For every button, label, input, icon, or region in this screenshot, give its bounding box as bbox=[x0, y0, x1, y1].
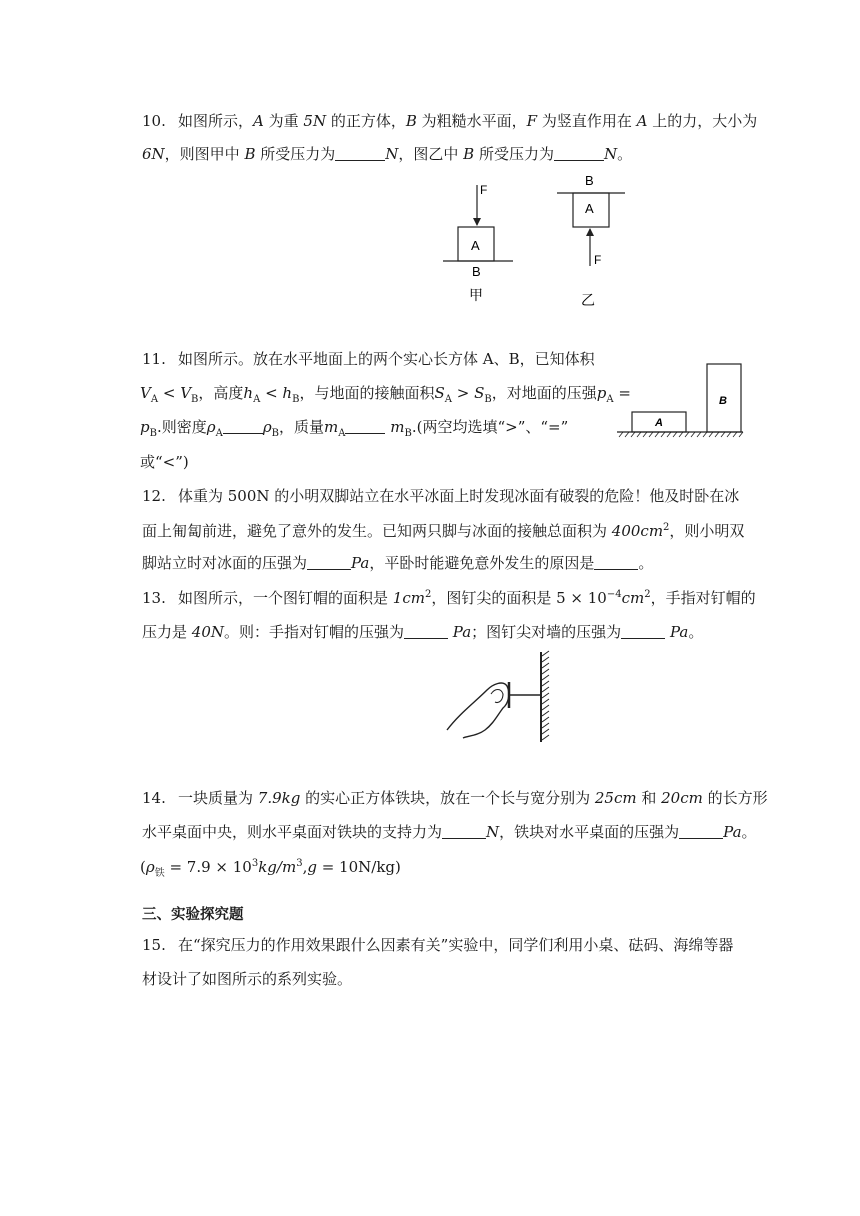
q14-number: 14. bbox=[142, 789, 166, 807]
text: 的实心正方体铁块，放在一个长与宽分别为 bbox=[300, 789, 595, 807]
section-heading: 三、实验探究题 bbox=[142, 907, 244, 923]
var: S bbox=[434, 384, 445, 402]
q13-number: 13. bbox=[142, 589, 166, 607]
q11-line-3 bbox=[140, 417, 568, 437]
answer-blank[interactable] bbox=[442, 824, 486, 839]
force-label: F bbox=[480, 183, 488, 197]
text: 如图所示， bbox=[178, 112, 254, 130]
q12-line-3 bbox=[142, 553, 653, 573]
q15-line-2 bbox=[142, 969, 352, 989]
text: 为重 bbox=[263, 112, 304, 130]
var: B bbox=[405, 112, 417, 130]
var: h bbox=[282, 384, 293, 402]
text: > bbox=[451, 384, 475, 402]
text: ，则小明双 bbox=[669, 522, 745, 540]
text: 和 bbox=[636, 789, 662, 807]
text: 。 bbox=[617, 145, 633, 163]
var: kg/m bbox=[258, 858, 297, 876]
sub: A bbox=[150, 394, 159, 405]
sub: B bbox=[292, 394, 300, 405]
text: 一块质量为 bbox=[178, 789, 258, 807]
var: 25cm bbox=[594, 789, 637, 807]
answer-blank[interactable] bbox=[594, 555, 638, 570]
var: V bbox=[140, 384, 151, 402]
wall-hatching bbox=[542, 651, 549, 740]
var: 20cm bbox=[661, 789, 703, 807]
text: ，图钉尖的面积是 bbox=[431, 589, 557, 607]
text: 面上匍匐前进，避免了意外的发生。已知两只脚与冰面的接触总面积为 bbox=[142, 522, 612, 540]
sup: 3 bbox=[251, 858, 259, 869]
answer-blank[interactable] bbox=[223, 419, 263, 434]
q11-line-2 bbox=[140, 383, 631, 403]
text: ，图乙中 bbox=[398, 145, 464, 163]
var: 7.9kg bbox=[257, 789, 301, 807]
text: 为粗糙水平面， bbox=[416, 112, 527, 130]
q11-figure bbox=[615, 360, 745, 438]
var: g bbox=[307, 858, 317, 876]
var: Pa bbox=[448, 623, 472, 641]
block-b-label: B bbox=[719, 395, 727, 407]
var: Pa bbox=[723, 823, 742, 841]
sub: A bbox=[338, 428, 346, 439]
sub: 铁 bbox=[154, 868, 165, 879]
q10-line-2 bbox=[142, 144, 632, 164]
fingernail bbox=[491, 690, 503, 703]
answer-blank[interactable] bbox=[307, 555, 351, 570]
text: .(两空均选填“>”、“=” bbox=[411, 418, 569, 436]
q10-figure bbox=[435, 172, 645, 312]
answer-blank[interactable] bbox=[335, 146, 385, 161]
sub: B bbox=[149, 428, 157, 439]
q12-line-1 bbox=[142, 486, 739, 506]
var: V bbox=[180, 384, 192, 402]
var: cm bbox=[621, 589, 645, 607]
text: 上的力，大小为 bbox=[647, 112, 758, 130]
text: ，手指对钉帽的 bbox=[650, 589, 756, 607]
sub: B bbox=[484, 394, 492, 405]
text: 脚站立时对冰面的压强为 bbox=[142, 554, 308, 572]
arrow-head bbox=[473, 218, 481, 226]
text: 。 bbox=[688, 623, 704, 641]
text: .则密度 bbox=[156, 418, 207, 436]
text: = bbox=[613, 384, 631, 402]
sub: A bbox=[444, 394, 452, 405]
q15-line-1 bbox=[142, 935, 733, 955]
block-a-label: A bbox=[655, 417, 663, 429]
q15-number: 15. bbox=[142, 936, 166, 954]
text: 。则：手指对钉帽的压强为 bbox=[224, 623, 405, 641]
var: p bbox=[140, 418, 150, 436]
var: Pa bbox=[351, 554, 370, 572]
answer-blank[interactable] bbox=[404, 624, 448, 639]
text: 所受压力为 bbox=[255, 145, 336, 163]
var: m bbox=[390, 418, 405, 436]
text: = 7.9 × 10 bbox=[164, 858, 252, 876]
figure-caption-jia: 甲 bbox=[469, 287, 483, 303]
answer-blank[interactable] bbox=[621, 624, 665, 639]
q11-line-1 bbox=[142, 349, 595, 369]
answer-blank[interactable] bbox=[345, 419, 385, 434]
text: ，对地面的压强 bbox=[491, 384, 597, 402]
text: ，高度 bbox=[198, 384, 244, 402]
answer-blank[interactable] bbox=[679, 824, 723, 839]
force-label: F bbox=[594, 253, 602, 267]
text: < bbox=[260, 384, 283, 402]
sub: B bbox=[404, 428, 412, 439]
text: 为竖直作用在 bbox=[537, 112, 637, 130]
var: A bbox=[253, 112, 264, 130]
q13-line-1 bbox=[142, 588, 756, 608]
text: 。 bbox=[741, 823, 757, 841]
sup: −4 bbox=[606, 589, 622, 600]
var: ρ bbox=[206, 418, 216, 436]
finger bbox=[447, 683, 509, 738]
text: 5 × 10 bbox=[556, 589, 607, 607]
text: < bbox=[158, 384, 181, 402]
var: 5N bbox=[303, 112, 327, 130]
q11-number: 11. bbox=[142, 350, 166, 368]
var: F bbox=[526, 112, 538, 130]
text: 的长方形 bbox=[702, 789, 768, 807]
text: ( bbox=[140, 858, 146, 876]
text: ，与地面的接触面积 bbox=[299, 384, 435, 402]
text: 在“探究压力的作用效果跟什么因素有关”实验中，同学们利用小桌、砝码、海绵等器 bbox=[178, 936, 734, 954]
block-a-label: A bbox=[471, 238, 480, 253]
sub: A bbox=[253, 394, 261, 405]
var: A bbox=[636, 112, 648, 130]
ceiling-b-label: B bbox=[585, 173, 594, 188]
var: S bbox=[474, 384, 485, 402]
sub: A bbox=[215, 428, 223, 439]
var: N bbox=[385, 145, 399, 163]
q13-line-2 bbox=[142, 622, 703, 642]
var: B bbox=[244, 145, 256, 163]
text: 或“<”) bbox=[140, 453, 189, 471]
sup: 2 bbox=[424, 589, 432, 600]
q12-line-2 bbox=[142, 521, 744, 541]
var: ρ bbox=[262, 418, 272, 436]
text: ，平卧时能避免意外发生的原因是 bbox=[369, 554, 595, 572]
text: 所受压力为 bbox=[474, 145, 554, 163]
var: N bbox=[603, 145, 618, 163]
text: 体重为 500N 的小明双脚站立在水平冰面上时发现冰面有破裂的危险！他及时卧在冰 bbox=[178, 487, 740, 505]
ground-hatching bbox=[619, 432, 743, 437]
block-a-label: A bbox=[585, 201, 594, 216]
var: 40N bbox=[191, 623, 224, 641]
var: Pa bbox=[665, 623, 689, 641]
text: 压力是 bbox=[142, 623, 192, 641]
sup: 3 bbox=[296, 858, 303, 869]
sub: B bbox=[271, 428, 279, 439]
q13-figure-thumbtack bbox=[445, 650, 555, 745]
answer-blank[interactable] bbox=[554, 146, 604, 161]
var: 6N bbox=[142, 145, 165, 163]
sub: B bbox=[191, 394, 199, 405]
arrow-head bbox=[586, 228, 594, 236]
text: = 10N/kg) bbox=[316, 858, 401, 876]
var: h bbox=[243, 384, 254, 402]
q14-line-2 bbox=[142, 822, 757, 842]
var: B bbox=[463, 145, 475, 163]
var: 1cm bbox=[392, 589, 425, 607]
q11-line-4 bbox=[140, 452, 189, 472]
var: m bbox=[324, 418, 339, 436]
text: 。 bbox=[638, 554, 654, 572]
q10-number: 10. bbox=[142, 112, 166, 130]
text: ，铁块对水平桌面的压强为 bbox=[499, 823, 680, 841]
text: 水平桌面中央，则水平桌面对铁块的支持力为 bbox=[142, 823, 443, 841]
sup: 2 bbox=[663, 522, 670, 533]
text: , bbox=[302, 858, 308, 876]
text: 如图所示。放在水平地面上的两个实心长方体 A、B，已知体积 bbox=[178, 350, 595, 368]
q14-line-1 bbox=[142, 788, 768, 808]
var: ρ bbox=[145, 858, 155, 876]
var: 400cm bbox=[611, 522, 664, 540]
sup: 2 bbox=[644, 589, 651, 600]
text: ，则图甲中 bbox=[164, 145, 245, 163]
q12-number: 12. bbox=[142, 487, 166, 505]
text: 材设计了如图所示的系列实验。 bbox=[142, 970, 353, 988]
q14-line-3 bbox=[140, 857, 401, 877]
sub: A bbox=[606, 394, 614, 405]
var: p bbox=[596, 384, 607, 402]
text: ；图钉尖对墙的压强为 bbox=[471, 623, 622, 641]
text: 的正方体， bbox=[326, 112, 406, 130]
text: ，质量 bbox=[279, 418, 325, 436]
text: 如图所示，一个图钉帽的面积是 bbox=[178, 589, 393, 607]
q10-line-1 bbox=[142, 111, 757, 131]
surface-b-label: B bbox=[472, 264, 481, 279]
var: N bbox=[486, 823, 500, 841]
figure-caption-yi: 乙 bbox=[581, 292, 595, 308]
